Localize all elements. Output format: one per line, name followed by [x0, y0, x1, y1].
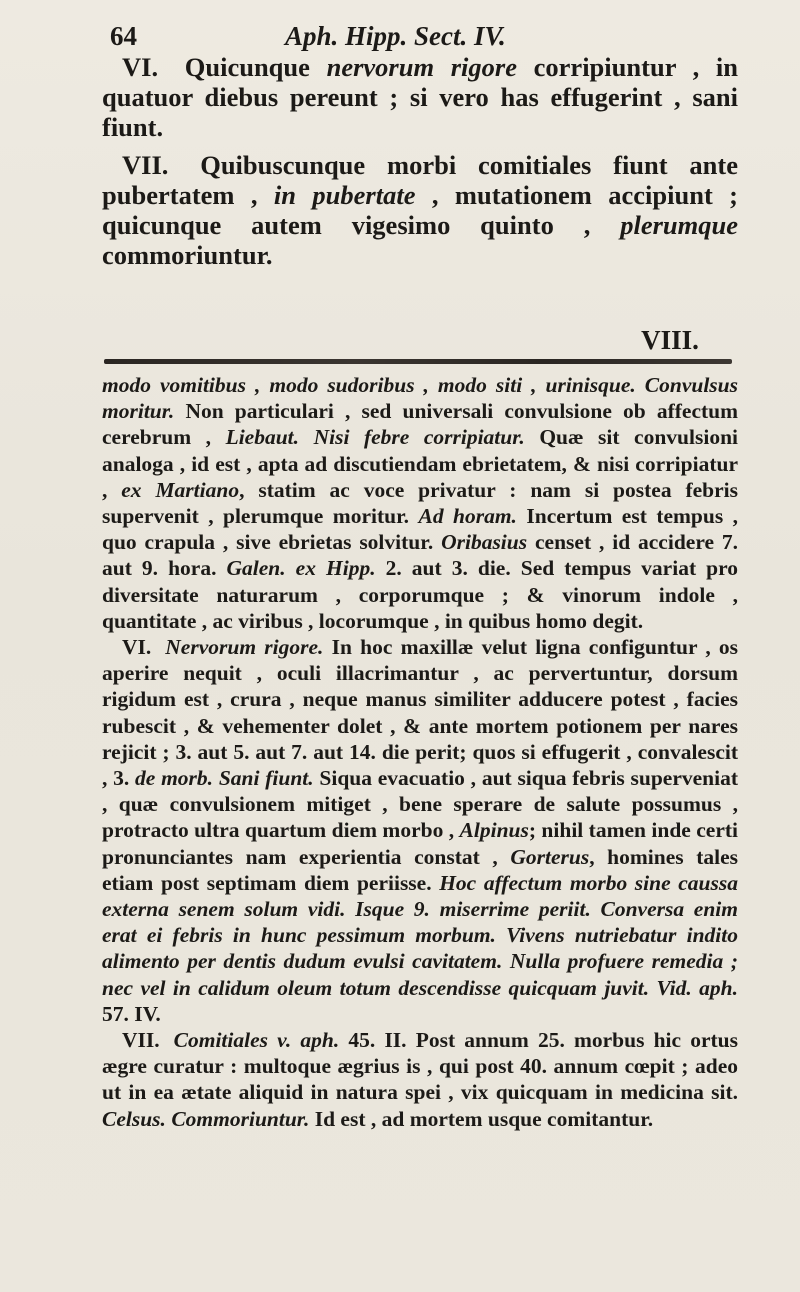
commentary-text-segment: Quæ sit convulsioni analoga , id est , apta ad discutiendam ebrietatem, & nisi corripiatur ,: [102, 425, 739, 502]
commentary-number: VII.: [122, 1028, 160, 1053]
commentary-italic: Celsus.: [102, 1106, 166, 1131]
aphorism-italic-segment: plerumque: [620, 210, 738, 240]
commentary-number: VI.: [122, 635, 152, 660]
commentary-italic: Liebaut.: [225, 425, 300, 450]
aphorism-text-segment: corripiuntur , in quatuor diebus pereunt ; si vero has effugerint , sani fiunt.: [102, 52, 739, 142]
commentary-italic: Galen. ex Hipp.: [226, 556, 376, 581]
commentary-text-segment: 57. IV.: [102, 1001, 161, 1026]
commentary-italic: Nisi febre corripiatur.: [313, 425, 525, 450]
aphorism-text-segment: , mutationem accipiunt ; quicunque autem vigesimo quinto ,: [102, 180, 738, 240]
commentary-text-segment: 2. aut 3. die. Sed tempus variat pro diversitate naturarum , corporumque ; & vinorum indole , quantitate , ac viribus , locorumque , in quibus homo degit.: [102, 556, 739, 633]
commentary-text-segment: In hoc maxillæ velut ligna configuntur , os aperire nequit , oculi illacrimantur , ac pervertuntur, dorsum rigidum est , crura , neque manus similiter adducere potest , facies rubescit , & vehementer dolet , & ante mortem potionem per nares rejicit ; 3. aut 5. aut 7. aut 14. die perit; quos si effugerit , convalescit , 3.: [102, 635, 739, 791]
aphorism-vii: [102, 150, 738, 270]
commentary-paragraph: [102, 1027, 738, 1132]
commentary-paragraph: [102, 372, 738, 634]
commentary-paragraph: [102, 634, 738, 1027]
commentary-italic: Hoc affectum morbo sine caussa externa senem solum vidi. Isque 9. miserrime periit. Conversa enim erat ei febris in hunc pessimum morbum. Vivens nutriebatur indito alimento per dentis dudum evulsi cavitatem. Nulla profuere remedia ; nec vel in calidum oleum totum descendisse quicquam juvit. Vid. aph.: [102, 870, 738, 1000]
commentary-text-segment: , statim ac voce privatur : nam si postea febris supervenit , plerumque moritur.: [102, 477, 738, 529]
commentary-italic: ex Martiano: [121, 477, 240, 502]
commentary-italic: de morb.: [135, 766, 214, 791]
aphorism-text-segment: Quicunque: [184, 52, 310, 82]
commentary-text-segment: , homines tales etiam post septimam diem periisse.: [102, 844, 739, 895]
commentary-italic: Alpinus: [459, 818, 529, 843]
commentary-text: [102, 372, 738, 1132]
page-header: [100, 18, 740, 54]
commentary-text-segment: Id est , ad mortem usque comitantur.: [314, 1106, 654, 1131]
commentary-text-segment: censet , id accidere 7. aut 9. hora.: [102, 530, 739, 581]
aphorism-text: [102, 52, 738, 270]
commentary-italic: Oribasius: [441, 530, 528, 555]
commentary-italic: Convulsus moritur.: [102, 373, 738, 424]
aphorism-italic-segment: nervorum rigore: [326, 52, 517, 82]
page-number: 64: [110, 21, 137, 51]
commentary-text-segment: Non particulari , sed universali convulsione ob affectum cerebrum ,: [102, 399, 739, 450]
divider-rule: [104, 359, 732, 364]
running-title: Aph. Hipp. Sect. IV.: [285, 21, 506, 51]
commentary-italic: Comitiales v. aph.: [173, 1028, 340, 1053]
commentary-text-segment: ; nihil tamen inde certi pronunciantes nam experientia constat ,: [102, 818, 739, 869]
commentary-italic: Nervorum rigore.: [165, 635, 324, 660]
aphorism-number: VI.: [122, 52, 159, 82]
commentary-italic: Commoriuntur.: [171, 1106, 310, 1131]
commentary-italic: modo vomitibus , modo sudoribus , modo siti , urinisque.: [102, 373, 636, 397]
aphorism-number: VII.: [122, 150, 169, 180]
aphorism-text-segment: Quibuscunque morbi comitiales fiunt ante pubertatem ,: [102, 150, 738, 210]
aphorism-vi: [102, 52, 738, 142]
commentary-italic: Ad horam.: [418, 504, 517, 529]
commentary-text-segment: Siqua evacuatio , aut siqua febris superveniat , quæ convulsionem mitiget , bene sperare de salute possumus , protracto ultra quartum diem morbo ,: [102, 766, 739, 843]
commentary-text-segment: 45. II. Post annum 25. morbus hic ortus ægre curatur : multoque ægrius is , qui post 40. annum cœpit ; adeo ut in ea ætate aliquid in natura spei , vix quicquam in medicina sit.: [102, 1028, 738, 1105]
commentary-italic: Gorterus: [510, 844, 590, 869]
commentary-italic: Sani fiunt.: [218, 766, 314, 791]
aphorism-italic-segment: in pubertate: [273, 180, 416, 210]
catchword: VIII.: [641, 325, 699, 355]
commentary-text-segment: Incertum est tempus , quo crapula , sive ebrietas solvitur.: [102, 504, 739, 555]
aphorism-text-segment: commoriuntur.: [102, 240, 273, 270]
